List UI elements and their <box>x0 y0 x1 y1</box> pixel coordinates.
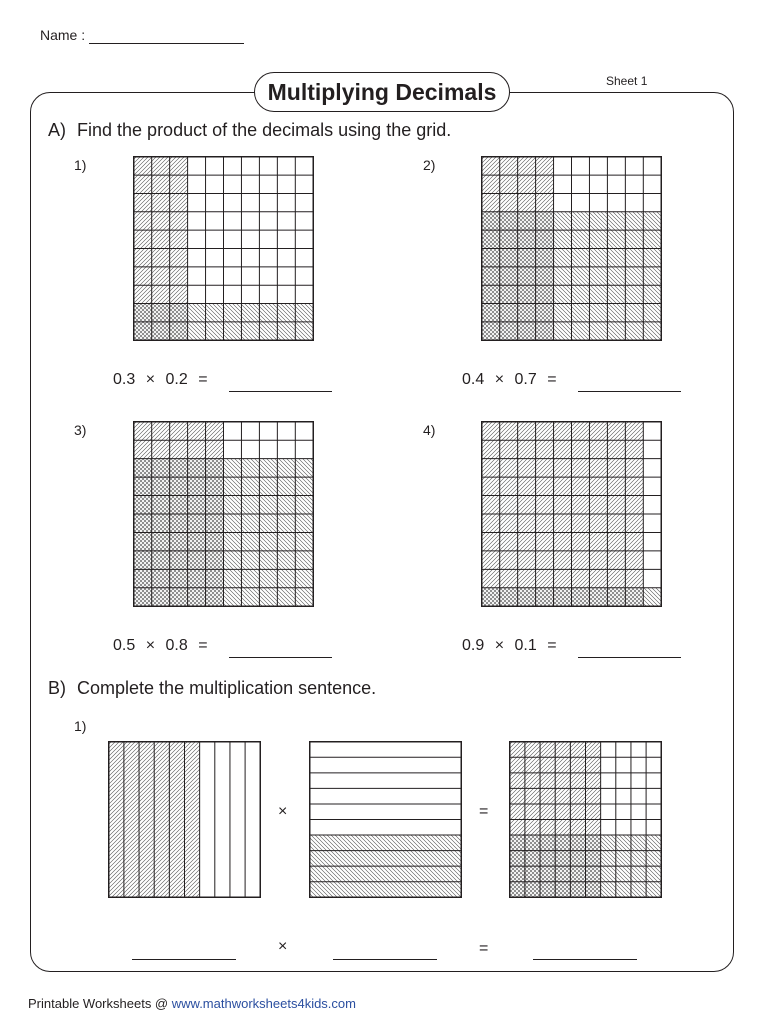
factor-b: 0.2 <box>165 371 188 388</box>
times-sign: × <box>278 938 288 955</box>
factor-b: 0.8 <box>165 637 188 654</box>
times-sign: × <box>145 637 156 654</box>
equals-sign: = <box>479 940 489 957</box>
answer-line-factor-b[interactable] <box>333 959 437 960</box>
problem-number: 1) <box>74 718 87 734</box>
equation-3 <box>113 637 208 655</box>
footer <box>28 996 356 1011</box>
factor-a: 0.4 <box>462 371 485 388</box>
problem-number: 2) <box>423 157 436 173</box>
problem-number: 3) <box>74 422 87 438</box>
answer-line-factor-a[interactable] <box>132 959 236 960</box>
problem-number: 4) <box>423 422 436 438</box>
section-a-label: A) <box>48 120 66 140</box>
section-b-heading <box>48 678 376 699</box>
equals-sign: = <box>479 803 489 820</box>
decimal-grid-4 <box>481 421 662 607</box>
answer-line-3[interactable] <box>229 657 332 658</box>
decimal-grid-3 <box>133 421 314 607</box>
footer-link[interactable]: www.mathworksheets4kids.com <box>171 996 356 1011</box>
worksheet-title <box>254 72 510 112</box>
row-model <box>309 741 462 898</box>
answer-line-2[interactable] <box>578 391 681 392</box>
equals-sign: = <box>547 637 557 654</box>
section-a-instruction: Find the product of the decimals using the grid. <box>77 120 452 140</box>
equals-sign: = <box>547 371 557 388</box>
footer-text: Printable Worksheets @ <box>28 996 172 1011</box>
section-a-heading <box>48 120 451 141</box>
factor-b: 0.1 <box>514 637 537 654</box>
times-sign: × <box>145 371 156 388</box>
answer-line-1[interactable] <box>229 391 332 392</box>
equals-sign: = <box>198 637 208 654</box>
name-label: Name : <box>40 27 86 43</box>
times-sign: × <box>494 637 505 654</box>
product-grid <box>509 741 662 898</box>
problem-number: 1) <box>74 157 87 173</box>
worksheet-title-text: Multiplying Decimals <box>267 78 497 105</box>
equation-1 <box>113 371 208 389</box>
answer-line-product[interactable] <box>533 959 637 960</box>
column-model <box>108 741 261 898</box>
times-sign: × <box>494 371 505 388</box>
decimal-grid-1 <box>133 156 314 341</box>
factor-a: 0.3 <box>113 371 136 388</box>
section-b-instruction: Complete the multiplication sentence. <box>77 678 377 698</box>
factor-a: 0.9 <box>462 637 485 654</box>
decimal-grid-2 <box>481 156 662 341</box>
factor-b: 0.7 <box>514 371 537 388</box>
equation-2 <box>462 371 557 389</box>
section-b-label: B) <box>48 678 66 698</box>
equals-sign: = <box>198 371 208 388</box>
equation-4 <box>462 637 557 655</box>
answer-line-4[interactable] <box>578 657 681 658</box>
factor-a: 0.5 <box>113 637 136 654</box>
sheet-label: Sheet 1 <box>606 74 648 88</box>
times-sign: × <box>278 803 288 820</box>
name-input-line[interactable] <box>89 43 244 44</box>
